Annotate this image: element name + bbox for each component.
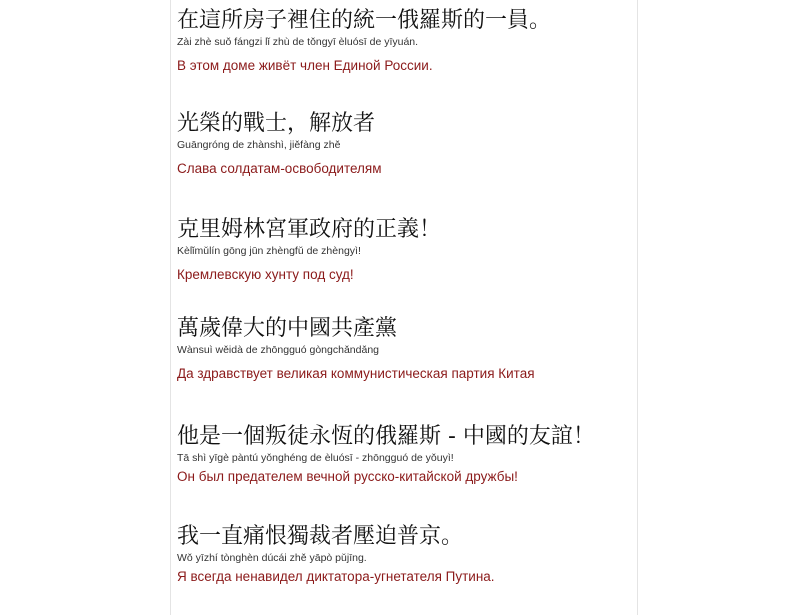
pinyin-text: Tā shì yīgè pàntú yǒnghéng de èluósī - zhōngguó de yǒuyì! <box>177 452 454 464</box>
chinese-text: 光榮的戰士，解放者 <box>177 111 376 136</box>
pinyin-text: Zài zhè suǒ fángzi lǐ zhù de tǒngyī èluósī de yīyuán. <box>177 36 419 48</box>
chinese-text: 萬歲偉大的中國共產黨 <box>177 316 398 341</box>
chinese-text: 我一直痛恨獨裁者壓迫普京。 <box>177 524 464 549</box>
chinese-text: 在這所房子裡住的統一俄羅斯的一員。 <box>177 8 552 33</box>
pinyin-text: Kèlǐmǔlín gōng jūn zhèngfǔ de zhèngyì! <box>177 245 361 257</box>
phrase-block <box>177 316 635 382</box>
phrase-block <box>177 8 635 74</box>
phrase-block <box>177 217 635 283</box>
phrase-block <box>177 111 635 177</box>
phrase-sheet <box>170 0 638 615</box>
russian-text: Кремлевскую хунту под суд! <box>177 267 354 282</box>
pinyin-text: Wànsuì wěidà de zhōngguó gòngchǎndǎng <box>177 344 379 356</box>
phrase-block <box>177 524 635 585</box>
pinyin-text: Guāngróng de zhànshì, jiěfàng zhě <box>177 139 341 151</box>
pinyin-text: Wǒ yīzhí tònghèn dúcái zhě yāpò pǔjīng. <box>177 552 367 564</box>
russian-text: Он был предателем вечной русско-китайской дружбы! <box>177 469 518 484</box>
russian-text: Слава солдатам-освободителям <box>177 161 382 176</box>
chinese-text: 克里姆林宮軍政府的正義！ <box>177 217 442 242</box>
russian-text: Да здравствует великая коммунистическая партия Китая <box>177 366 535 381</box>
russian-text: В этом доме живёт член Единой России. <box>177 58 433 73</box>
phrase-block <box>177 424 635 485</box>
russian-text: Я всегда ненавидел диктатора-угнетателя Путина. <box>177 569 495 584</box>
chinese-text: 他是一個叛徒永恆的俄羅斯 - 中國的友誼！ <box>177 424 595 449</box>
